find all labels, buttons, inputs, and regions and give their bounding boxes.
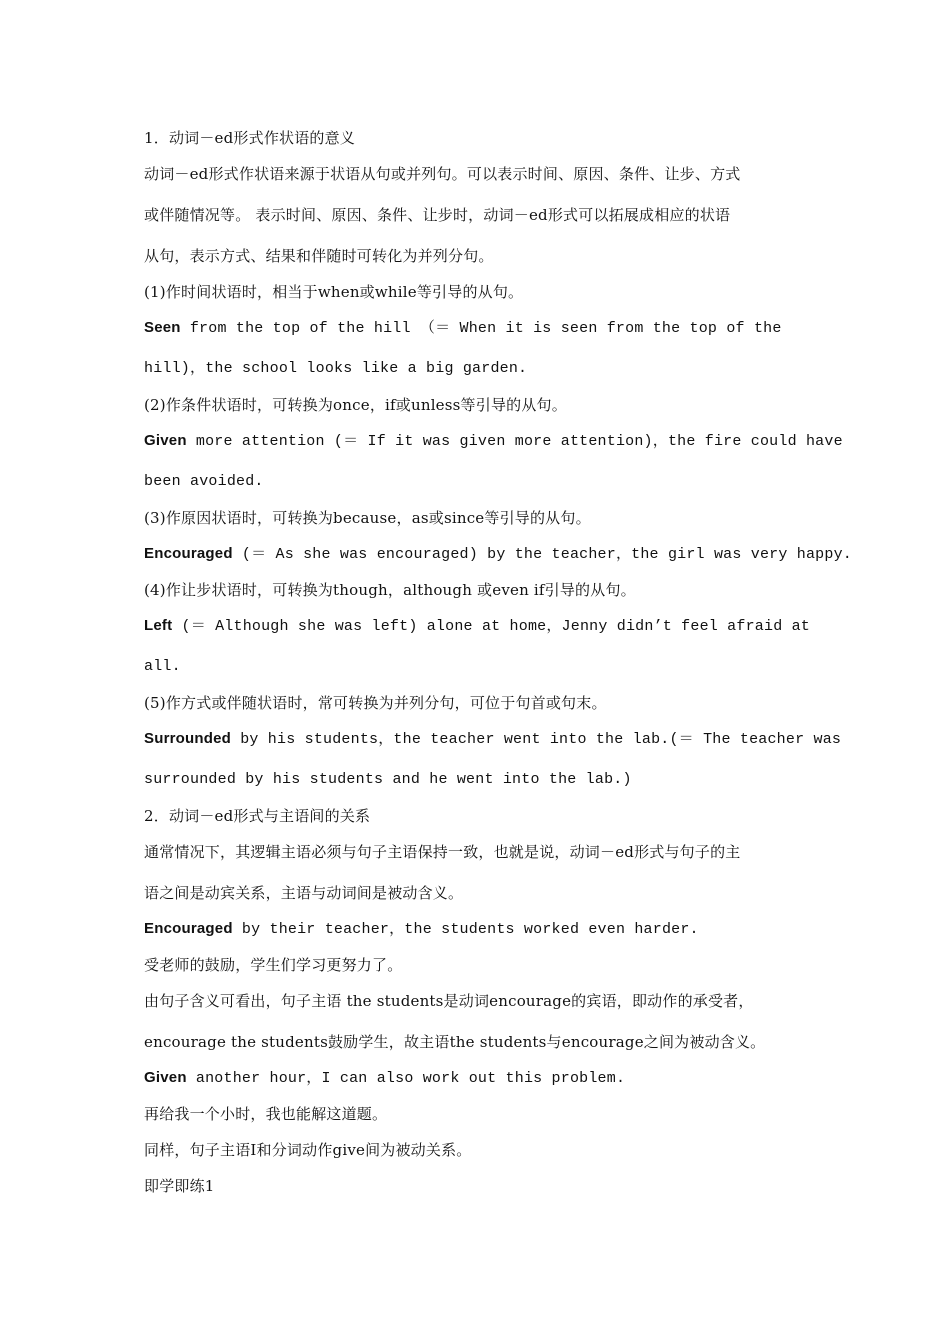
intro-text: 或伴随情况等。 表示时间、原因、条件、让步时，动词－ed形式可以拓展成相应的状语 xyxy=(144,206,731,224)
point-2-example-cont xyxy=(144,468,808,504)
section-1-heading xyxy=(144,124,808,160)
note-text: 由句子含义可看出，句子主语 the students是动词encourage的宾语，即动作的承受者， xyxy=(144,992,754,1010)
section-2-intro-line-2 xyxy=(144,879,808,915)
example-keyword: Surrounded xyxy=(144,730,231,747)
example-text: another hour，I can also work out this problem. xyxy=(186,1070,626,1087)
example-1-note-line-1 xyxy=(144,987,808,1028)
example-keyword: Seen xyxy=(144,319,181,336)
point-title-text: (1)作时间状语时，相当于when或while等引导的从句。 xyxy=(144,283,524,301)
note-text: 同样，句子主语I和分词动作give间为被动关系。 xyxy=(144,1141,472,1159)
note-text: encourage the students鼓励学生，故主语the students与encourage之间为被动含义。 xyxy=(144,1033,766,1051)
example-keyword: Encouraged xyxy=(144,920,233,937)
example-text: by his students，the teacher went into the lab.(＝ The teacher was xyxy=(231,731,842,748)
example-text: from the top of the hill （＝ When it is seen from the top of the xyxy=(180,320,782,337)
point-1-example-cont xyxy=(144,355,808,391)
example-text: more attention (＝ If it was given more attention)，the fire could have xyxy=(186,433,843,450)
section-1-heading-text: 1．动词－ed形式作状语的意义 xyxy=(144,129,356,147)
point-2-example xyxy=(144,427,843,468)
example-text: hill)，the school looks like a big garden. xyxy=(144,360,528,377)
point-4-example-cont xyxy=(144,653,808,689)
practice-heading xyxy=(144,1172,808,1208)
document-page xyxy=(144,124,852,1208)
example-2-translation xyxy=(144,1100,808,1136)
translation-text: 再给我一个小时，我也能解这道题。 xyxy=(144,1105,388,1123)
example-1-sentence xyxy=(144,915,808,951)
point-title-text: (2)作条件状语时，可转换为once，if或unless等引导的从句。 xyxy=(144,396,567,414)
section-1-intro-line-2 xyxy=(144,201,808,242)
example-keyword: Given xyxy=(144,1069,187,1086)
point-5-example-cont xyxy=(144,766,808,802)
intro-text: 动词－ed形式作状语来源于状语从句或并列句。可以表示时间、原因、条件、让步、方式 xyxy=(144,165,741,183)
point-title-text: (3)作原因状语时，可转换为because，as或since等引导的从句。 xyxy=(144,509,591,527)
point-4-example xyxy=(144,612,808,653)
point-1-example xyxy=(144,314,808,355)
intro-text: 语之间是动宾关系，主语与动词间是被动含义。 xyxy=(144,884,464,902)
example-2-sentence xyxy=(144,1064,808,1100)
example-1-translation xyxy=(144,951,808,987)
section-2-intro-line-1 xyxy=(144,838,808,879)
example-text: been avoided. xyxy=(144,473,264,490)
point-3-title xyxy=(144,504,808,540)
example-text: all. xyxy=(144,658,181,675)
point-5-title xyxy=(144,689,808,725)
example-text: surrounded by his students and he went into the lab.) xyxy=(144,771,632,788)
section-2-heading-text: 2．动词－ed形式与主语间的关系 xyxy=(144,807,371,825)
point-2-title xyxy=(144,391,808,427)
intro-text: 从句，表示方式、结果和伴随时可转化为并列分句。 xyxy=(144,247,494,265)
section-1-intro-line-3 xyxy=(144,242,808,278)
point-title-text: (4)作让步状语时，可转换为though，although 或even if引导的从句。 xyxy=(144,581,636,599)
section-1-intro-line-1 xyxy=(144,160,808,201)
intro-text: 通常情况下，其逻辑主语必须与句子主语保持一致，也就是说，动词－ed形式与句子的主 xyxy=(144,843,741,861)
point-3-example xyxy=(144,540,852,576)
practice-heading-text: 即学即练1 xyxy=(144,1177,215,1195)
example-text: by their teacher，the students worked even harder. xyxy=(232,921,699,938)
point-title-text: (5)作方式或伴随状语时，常可转换为并列分句，可位于句首或句末。 xyxy=(144,694,607,712)
point-5-example xyxy=(144,725,842,766)
example-keyword: Encouraged xyxy=(144,545,233,562)
example-keyword: Given xyxy=(144,432,187,449)
example-2-note xyxy=(144,1136,808,1172)
point-4-title xyxy=(144,576,808,612)
translation-text: 受老师的鼓励，学生们学习更努力了。 xyxy=(144,956,403,974)
example-text: (＝ Although she was left) alone at home，Jenny didn’t feel afraid at xyxy=(172,618,810,635)
example-1-note-line-2 xyxy=(144,1028,808,1064)
example-keyword: Left xyxy=(144,617,173,634)
example-text: (＝ As she was encouraged) by the teacher，the girl was very happy. xyxy=(232,546,852,563)
section-2-heading xyxy=(144,802,808,838)
point-1-title xyxy=(144,278,808,314)
